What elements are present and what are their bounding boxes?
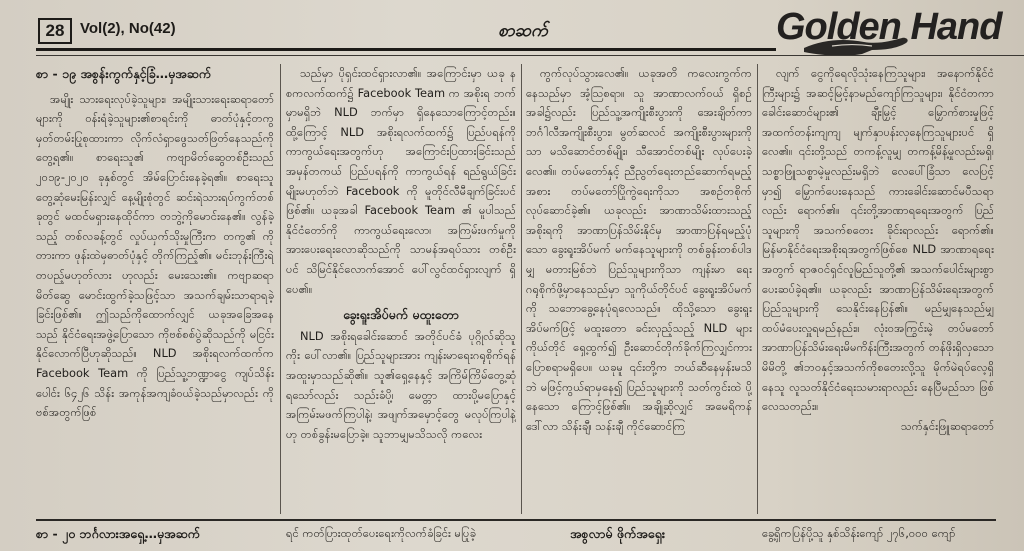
- paragraph: သည်မှာ ပိုရှင်းထင်ရှားလာ၏။ အကြောင်းမှာ ယခု နစကလက်ထက်၌ Facebook Team က အစိုးရ ဘက်မှာမရှိဘဲ NLD ဘက်မှာ ရှိနေသောကြောင့်တည်း။ ထို့ကြောင့် NLD အစိုးရလက်ထက်၌ ပြည်ပရန်ကို ကာကွယ်ရေးအတွက်ဟု အကြောင်းပြထားခြင်းသည် အမှန်တကယ် ပြည်ပရန်ကို ကာကွယ်ရန် ရည်ရွယ်ခြင်းမျိုးမဟုတ်ဘဲ Facebook ကို မူတိုင်လီမီချက်ခြင်းပင်ဖြစ်၏။ ယခုအခါ Facebook Team ၏ မူပါသည် နိုင်ငံတော်ကို ကာကွယ်ရေးလော၊ အကြမ်းဖက်မှုကို အားပေးရေးလောဆိုသည်ကို သာမန်အရပ်သား တစ်ဦးပင် သိမြင်နိုင်လောက်အောင် ပေါ်လွင်ထင်ရှားလျက် ရှိပေ၏။: [286, 66, 516, 296]
- header-rule: [36, 48, 776, 51]
- volume-issue: Vol(2), No(42): [80, 20, 176, 37]
- subheading: ခွေးရူးအိပ်မက် မထူးတော: [343, 307, 459, 323]
- footer-continued-heading: စာ - ၂၀ ဘင်္ဂလားအရှေ့…မှအဆက်: [36, 526, 200, 541]
- footer-text: ခွေ့ရှိကပြန်ပို့သူ နှစ်သိန်းကျော် ၂၇၆,၀၀၀ ကျော်: [762, 526, 956, 540]
- continued-heading: စာ - ၁၉ အစွန်းကွက်နှင့်ခြံ…မှအဆက်: [36, 66, 212, 81]
- page-number: 28: [38, 18, 72, 44]
- footer-rule: [36, 519, 996, 521]
- article-column-4: [762, 64, 994, 514]
- paragraph: လျက် ငွေကိုရေလိုသုံးနေကြသူများ၊ အနောက်နိုင်ငံကြီးများ၌ အဆင့်မြင့်နာမည်ကျော်ကြသူများ၊ နိုင်ငံတကာခေါင်းဆောင်များ၏ ချီးမြှင့် မြှောက်စားမှုဖြင့် အထက်တန်းကျကျ မျက်နှာပန်းလှနေကြသူများပင် ရှိလေ၏။ ၎င်းတို့သည် တကန့်လူမျှ တကန့်မိန့်မှုလည်းမရှိ၊ သစ္စာဖြူသစ္စာမဲ့မှုလည်းမရှိဘဲ လေပေါ်ခြံသာ လေပြင့်မှာ၍ မြှောက်ပေးနေသည် ကားခေါင်းဆောင်မပီသရာလည်း ရောက်၏။ ၎င်းတို့အာဏာရရေးအတွက် ပြည်သူများကို အသက်စတေး ခိုင်းရာလည်း ရောက်၏။ မြန်မာနိုင်ငံရေးအစိုးရအတွက်ဖြစ်စေ NLD အာဏာရရေးအတွက် ရာဇဝင်ရှင်လူမြည်သူတို့၏ အသက်ပေါင်းများစွာ ပေးဆပ်ခဲ့ရ၏။ ယခုလည်း အာဏာပြန်သိမ်းရေးအတွက် ပြည်သူများကို သေနိုင်းနေပြန်၏။ မည်မျှနေသည်မျှ ထပ်မံပေးလှူရမည်နည်း။ လုံးဝအကြွင်းမဲ့ တပ်မတော်အာဏာပြန်သိမ်းရေးမိမကိန်းကြီးအတွက် တန်ဖိုးရှိလှသော မိမိတို့ ၏ဘဝနှင့်အသက်ကိုစတေးလို့သူ မိုက်မဲရပ်လေ့ရှိနေသူ လူသတ်နိုင်ငံရေးသမားရာလည်း နေပြီမည်သာ ဖြစ်လေသတည်း။: [762, 66, 994, 414]
- column-divider: [521, 64, 522, 514]
- paragraph: ကွက်လုပ်သွားလေ၏။ ယခုအတိ ကလေးကွက်ကနေသည်မှာ အံ့သြစရာ။ သူ အာဏာလက်ဝယ် ရှိစဉ်အခါ၌လည်း ပြည်သူ့အကျိုးစီးပွားကို အေးချိတ်ကာ ဘင်္ဂါလီအကျိုးစီးပွား၊ မွတ်ဆလင် အကျိုးစီးပွားများကိုသာ မသိဆောင်တစ်မျိုး၊ သီအောင်တစ်မျိုး လုပ်ပေးခဲ့လေ၏။ တပ်မတော်နှင့် ညီညွတ်ရေးတည်ဆောက်ရမည့်အစား တပ်မတော်ပြိုကွဲရေးကိုသာ အစဉ်တစိုက် လုပ်ဆောင်ခဲ့၏။ ယခုလည်း အာဏာသိမ်းထားသည့်အစိုးရကို အာဏာပြန်သိမ်းနိုင်မှ အာဏာပြန်ရမည့်ပုံသော ခွေးရူးအိပ်မက် မက်နေသူများကို တစ်ခွန်းတစ်ပါဒမျှ မတားမြစ်ဘဲ ပြည်သူများကိုသာ ကျန်းမာ ရေးဂရုစိုက်ဖို့မှာနေသည်မှာ သူကိုယ်တိုင်ပင် ခွေးရူးအိပ်မက်ကို သဘောခွေ့နေပုံရလေသည်။ ထိုသို့သော ခွေးရူးအိပ်မက်ဖြင့် မထူးတော ခင်းလှည့်သည့် NLD များကိုယ်တိုင် ရှေ့ထွက်၍ ဦးဆောင်တိုက်ခိုက်ကြလျှင်ကား ပြောစရာမရှိပေ။ ယခုမူ ၎င်းတို့က ဘယ်ဆီနေမှန်းမသိဘဲ မဖြင့်ကွယ်ရာမှနေ၍ ပြည်သူများကို သတ်ကွင်းထဲ ပို့နေသော ကြောင့်ဖြစ်၏။ အချို့ဆိုလျှင် အမေရိကန်ဒေါ်လာ သိန်းချီ၊ သန်းချီ ကိုင်ဆောင်ကြ: [526, 66, 752, 433]
- footer-heading: အစွလာမ် ဖိုက်အရှေး: [570, 526, 666, 541]
- article-column-2: [286, 64, 516, 514]
- column-divider: [280, 64, 281, 514]
- paragraph: အမျိုး သားရေးလုပ်ခဲ့သူများ၊ အမျိုးသားရေးဆရာတော်များကို ဝန်းရံခဲ့သူများ၏စာရင်းကို ဓာတ်ပုံနှင့်တကွ မှတ်တမ်းပြုစုထားကာ လိုက်လံရှာဖွေသတ်ဖြတ်နေသည်ကို တွေ့ရ၏။ စာရေးသူ၏ ကဗျာမိတ်ဆွေတစ်ဦးသည် ၂၀၁၉-၂၀၂၀ ခုနှစ်တွင် အိမ်ပြောင်းနေခဲ့ရ၏။ စာရေးသူ တွေ့ဆုံမေးမြန်းလျှင် နေ့မျိုးစုံတွင် ဆင်းရဲသားရပ်ကွက်တစ်ခုတွင် မထင်မရှားနေထိုင်ကာ တဘွဲ့ကိုမောင်းနေ၏။ လွန်ခဲ့သည့် တစ်လခန့်တွင် လှုပ်ယှက်သိုးမှုကြီးက တကွ၏ ကိုတားကာ ဖုန်းထဲမှဓာတ်ပုံနှင့် တိုက်ကြည့်၏။ မင်းဘုန်းကြီးရဲ့ တပည့်မဟုတ်လား ဟုလည်း မေးသေး၏။ ကဗျာဆရာမိတ်ဆွေ မောင်းထွက်ခဲ့သဖြင့်သာ အသက်ချမ်းသာရာရခဲ့ခြင်းဖြစ်၏။ ဤသည်ကိုထောက်လျှင် ယခုအခြေအနေသည် နိုင်ငံရေးအဖွဲ့ပြောသော ကိုဗစ်စစ်ပွဲဆိုသည်ကို မငြင်းနိုင်လောက်ပြီဟုဆိုသည်။ NLD အစိုးရလက်ထက်က Facebook Team ကို ပြည်သူ့ဘဏ္ဍာငွေ ကျပ်သိန်းပေါင်း ၆၄၂၆ သိန်း အကုန်အကျခံဝယ်ခဲ့သည်မှာလည်း ကိုဗစ်အတွက်ဖြစ်: [36, 91, 274, 420]
- paragraph: NLD အစိုးရခေါင်းဆောင် အတိုင်ပင်ခံ ပုဂ္ဂိုလ်ဆိုသူကိုး ပေါ်လာ၏။ ပြည်သူများအား ကျန်းမာရေးဂရုစိုက်ရန် အထူးမှာသည်ဆို၏။ သူ၏ရှေ့နေနှင့် အကြိမ်ကြိမ်တွေ့ဆုံ ရသော်လည်း သည်းခံပို့၊ မေတ္တာ ထားပို့မပြောနှင့် အကြမ်းမဖက်ကြပါနဲ့၊ အဖျက်အမှောင့်တွေ မလုပ်ကြပါနဲ့ ဟု တစ်ခွန်းမပြောခဲ့။ သူဘာမျှမသိသလို ကလေး: [286, 328, 516, 441]
- column-divider: [757, 64, 758, 514]
- page-header: [0, 0, 1024, 62]
- section-title: စာဆက်: [498, 21, 548, 41]
- signature: သက်နှင်းဖြူဆရာတော်: [900, 418, 994, 433]
- footer-text: ရင် ကတ်ပြားထုတ်ပေးရေးကိုလက်ခံခြင်း မပြုခဲ့: [286, 526, 476, 540]
- golden-hand-logo: [762, 4, 1024, 60]
- article-column-3: [526, 64, 752, 514]
- article-column-1: [36, 64, 274, 514]
- header-rule-thin: [36, 55, 1024, 56]
- logo-text: Golden Hand: [776, 6, 1002, 48]
